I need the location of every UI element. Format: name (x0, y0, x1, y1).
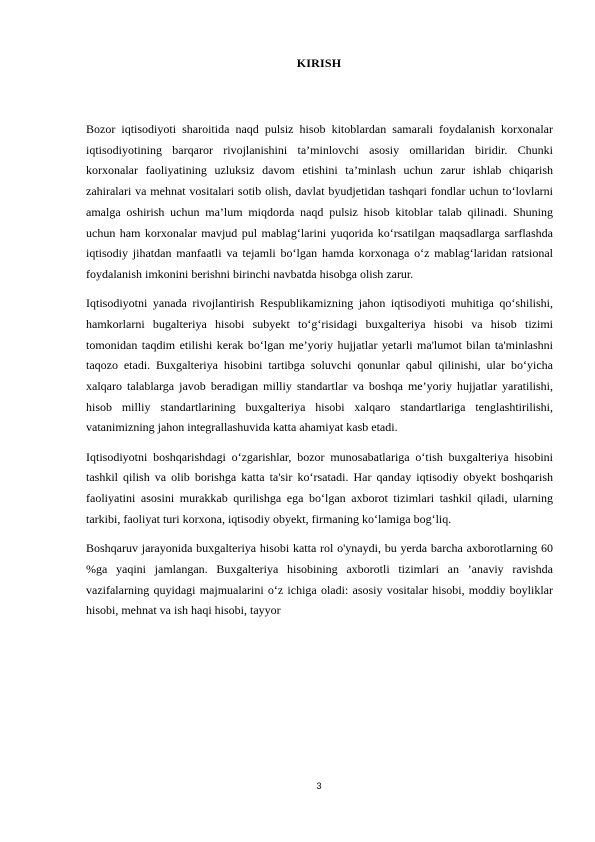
page-title: KIRISH (296, 56, 342, 70)
paragraph-1: Bozor iqtisodiyoti sharoitida naqd pulsiz hisob kitoblardan samarali foydalanish korxonalar iqtisodiyotining barqaror rivojlanishini ta’minlovchi asosiy omillaridan biridir. Chunki korxonalar faoliyatining uzluksiz davom etishini ta’minlash uchun zarur ishlab chiqarish zahiralari va mehnat vositalari sotib olish, davlat byudjetidan tashqari fondlar uchun to‘lovlarni amalga oshirish uchun ma’lum miqdorda naqd pulsiz hisob kitoblar talab qilinadi. Shuning uchun ham korxonalar mavjud pul mablag‘larini yuqorida ko‘rsatilgan maqsadlarga sarflashda iqtisodiy jihatdan manfaatli va tejamli bo‘lgan hamda korxonaga o‘z mablag‘laridan ratsional foydalanish imkonini berishni birinchi navbatda hisobga olish zarur. (86, 122, 553, 281)
paragraph-4: Boshqaruv jarayonida buxgalteriya hisobi katta rol o'ynaydi, bu yerda barcha axborotlarning 60 %ga yaqini jamlangan. Buxgalteriya hisobining axborotli tizimlari an ’anaviy ravishda vazifalarning quyidagi majmualarini o‘z ichiga oladi: asosiy vositalar hisobi, moddiy boyliklar hisobi, mehnat va ish haqi hisobi, tayyor (86, 541, 553, 618)
body-text (86, 119, 553, 630)
paragraph-3: Iqtisodiyotni boshqarishdagi o‘zgarishlar, bozor munosabatlariga o‘tish buxgalteriya hisobini tashkil qilish va olib borishga katta ta'sir ko‘rsatadi. Har qanday iqtisodiy obyekt boshqarish faoliyatini asosini murakkab qurilishga ega bo‘lgan axborot tizimlari tashkil qiladi, ularning tarkibi, faoliyat turi korxona, iqtisodiy obyekt, firmaning ko‘lamiga bog‘liq. (86, 449, 553, 526)
paragraph-2: Iqtisodiyotni yanada rivojlantirish Respublikamizning jahon iqtisodiyoti muhitiga qo‘shilishi, hamkorlarni bugalteriya hisobi subyekt to‘g‘risidagi buxgalteriya hisobi va hisob tizimi tomonidan taqdim etilishi kerak bo‘lgan me’yoriy hujjatlar yetarli ma'lumot bilan ta'minlashni taqozo etadi. Buxgalteriya hisobini tartibga soluvchi qonunlar qabul qilinishi, ular bo‘yicha xalqaro talablarga javob beradigan milliy standartlar va boshqa me’yoriy hujjatlar yaratilishi, hisob milliy standartlarining buxgalteriya hisobi xalqaro standartlariga tenglashtirilishi, vatanimizning jahon integrallashuvida katta ahamiyat kasb etadi. (86, 296, 553, 435)
page-number: 3 (316, 781, 322, 791)
